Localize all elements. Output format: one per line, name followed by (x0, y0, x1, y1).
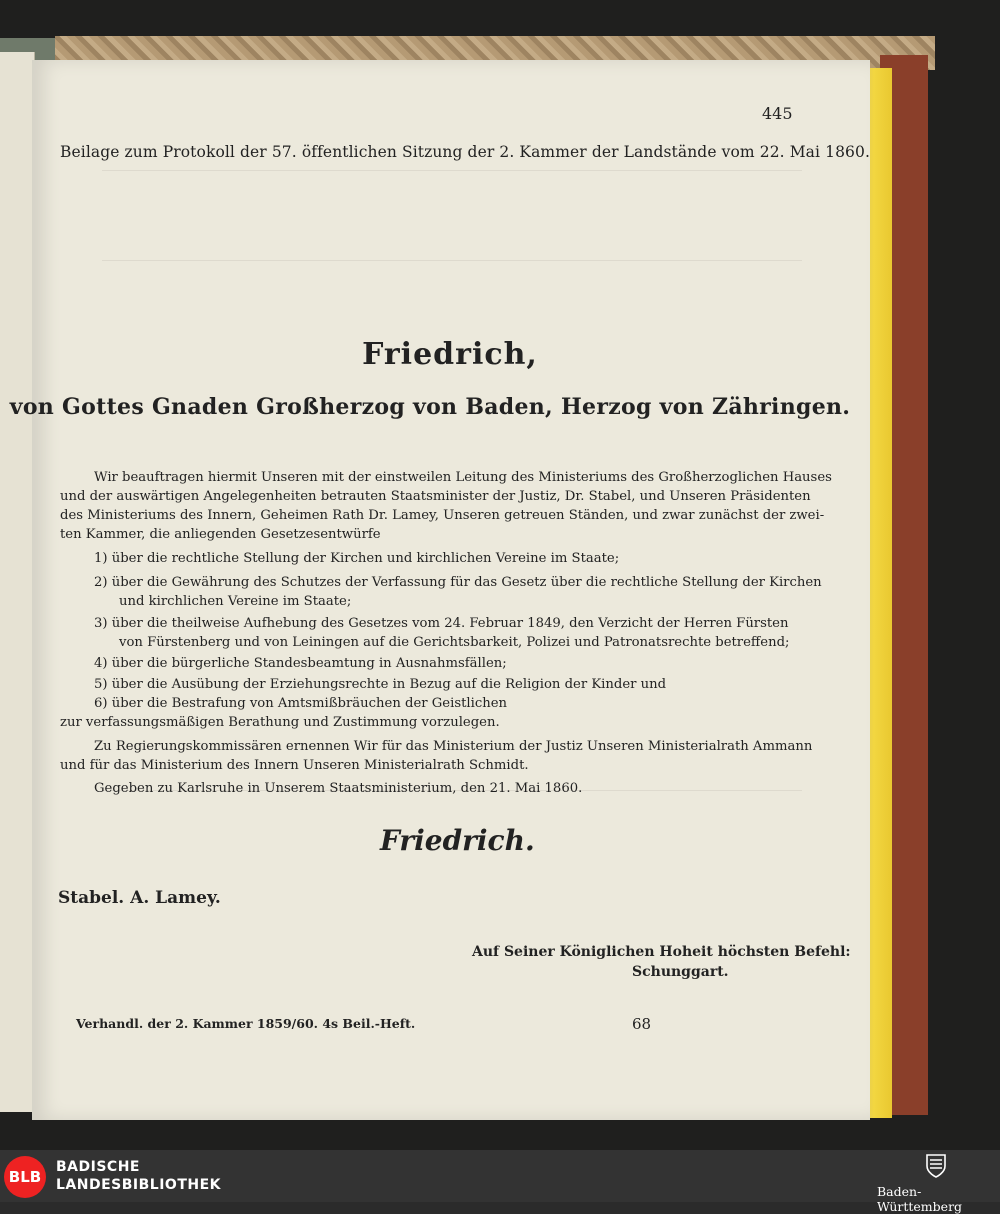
document-header: Beilage zum Protokoll der 57. öffentlichen Sitzung der 2. Kammer der Landstände vom 22. Mai 1860. (60, 143, 870, 161)
list-item-continuation: von Fürstenberg und von Leiningen auf die Gerichtsbarkeit, Polizei und Patronatsrechte betreffend; (119, 635, 790, 650)
bleed-through (102, 260, 802, 262)
sovereign-title: von Gottes Gnaden Großherzog von Baden, Herzog von Zähringen. (9, 394, 851, 420)
library-footer (0, 1150, 1000, 1202)
list-item: 2) über die Gewährung des Schutzes der Verfassung für das Gesetz über die rechtliche Stellung der Kirchen (94, 575, 822, 590)
sheet-number: 68 (632, 1015, 652, 1033)
body-line: und für das Ministerium des Innern Unseren Ministerialrath Schmidt. (60, 758, 529, 773)
body-line: zur verfassungsmäßigen Berathung und Zustimmung vorzulegen. (60, 715, 500, 730)
body-line: ten Kammer, die anliegenden Gesetzesentwürfe (60, 527, 381, 542)
list-item: 3) über die theilweise Aufhebung des Gesetzes vom 24. Februar 1849, den Verzicht der Herren Fürsten (94, 616, 789, 631)
library-name-line2: LANDESBIBLIOTHEK (56, 1177, 222, 1193)
signature: Friedrich. (380, 824, 535, 857)
coat-of-arms-icon (925, 1153, 947, 1179)
list-item: 1) über die rechtliche Stellung der Kirchen und kirchlichen Vereine im Staate; (94, 551, 620, 566)
body-line: Zu Regierungskommissären ernennen Wir für das Ministerium der Justiz Unseren Ministerialrath Ammann (94, 739, 813, 754)
command-line: Auf Seiner Königlichen Hoheit höchsten Befehl: (472, 944, 851, 960)
body-line: des Ministeriums des Innern, Geheimen Rath Dr. Lamey, Unseren getreuen Ständen, und zwar zunächst der zwei- (60, 508, 825, 523)
cosigners: Stabel. A. Lamey. (58, 888, 221, 908)
list-item-continuation: und kirchlichen Vereine im Staate; (119, 594, 352, 609)
list-item: 6) über die Bestrafung von Amtsmißbräuchen der Geistlichen (94, 696, 507, 711)
body-line: Wir beauftragen hiermit Unseren mit der einstweilen Leitung des Ministeriums des Großherzoglichen Hauses (94, 470, 832, 485)
command-signatory: Schunggart. (632, 964, 729, 980)
left-page-edge (0, 52, 35, 1112)
body-line: und der auswärtigen Angelegenheiten betrauten Staatsminister der Justiz, Dr. Stabel, und Unseren Präsidenten (60, 489, 811, 504)
list-item: 5) über die Ausübung der Erziehungsrechte in Bezug auf die Religion der Kinder und (94, 677, 667, 692)
library-name-line1: BADISCHE (56, 1159, 140, 1175)
sovereign-name: Friedrich, (362, 337, 538, 372)
footer-reference: Verhandl. der 2. Kammer 1859/60. 4s Beil.-Heft. (76, 1016, 416, 1031)
body-line: Gegeben zu Karlsruhe in Unserem Staatsministerium, den 21. Mai 1860. (94, 781, 583, 796)
state-label: Baden-Württemberg (877, 1184, 963, 1214)
page-number: 445 (762, 104, 793, 123)
blb-logo: BLB (4, 1156, 46, 1198)
list-item: 4) über die bürgerliche Standesbeamtung in Ausnahmsfällen; (94, 656, 507, 671)
bleed-through (102, 170, 802, 172)
